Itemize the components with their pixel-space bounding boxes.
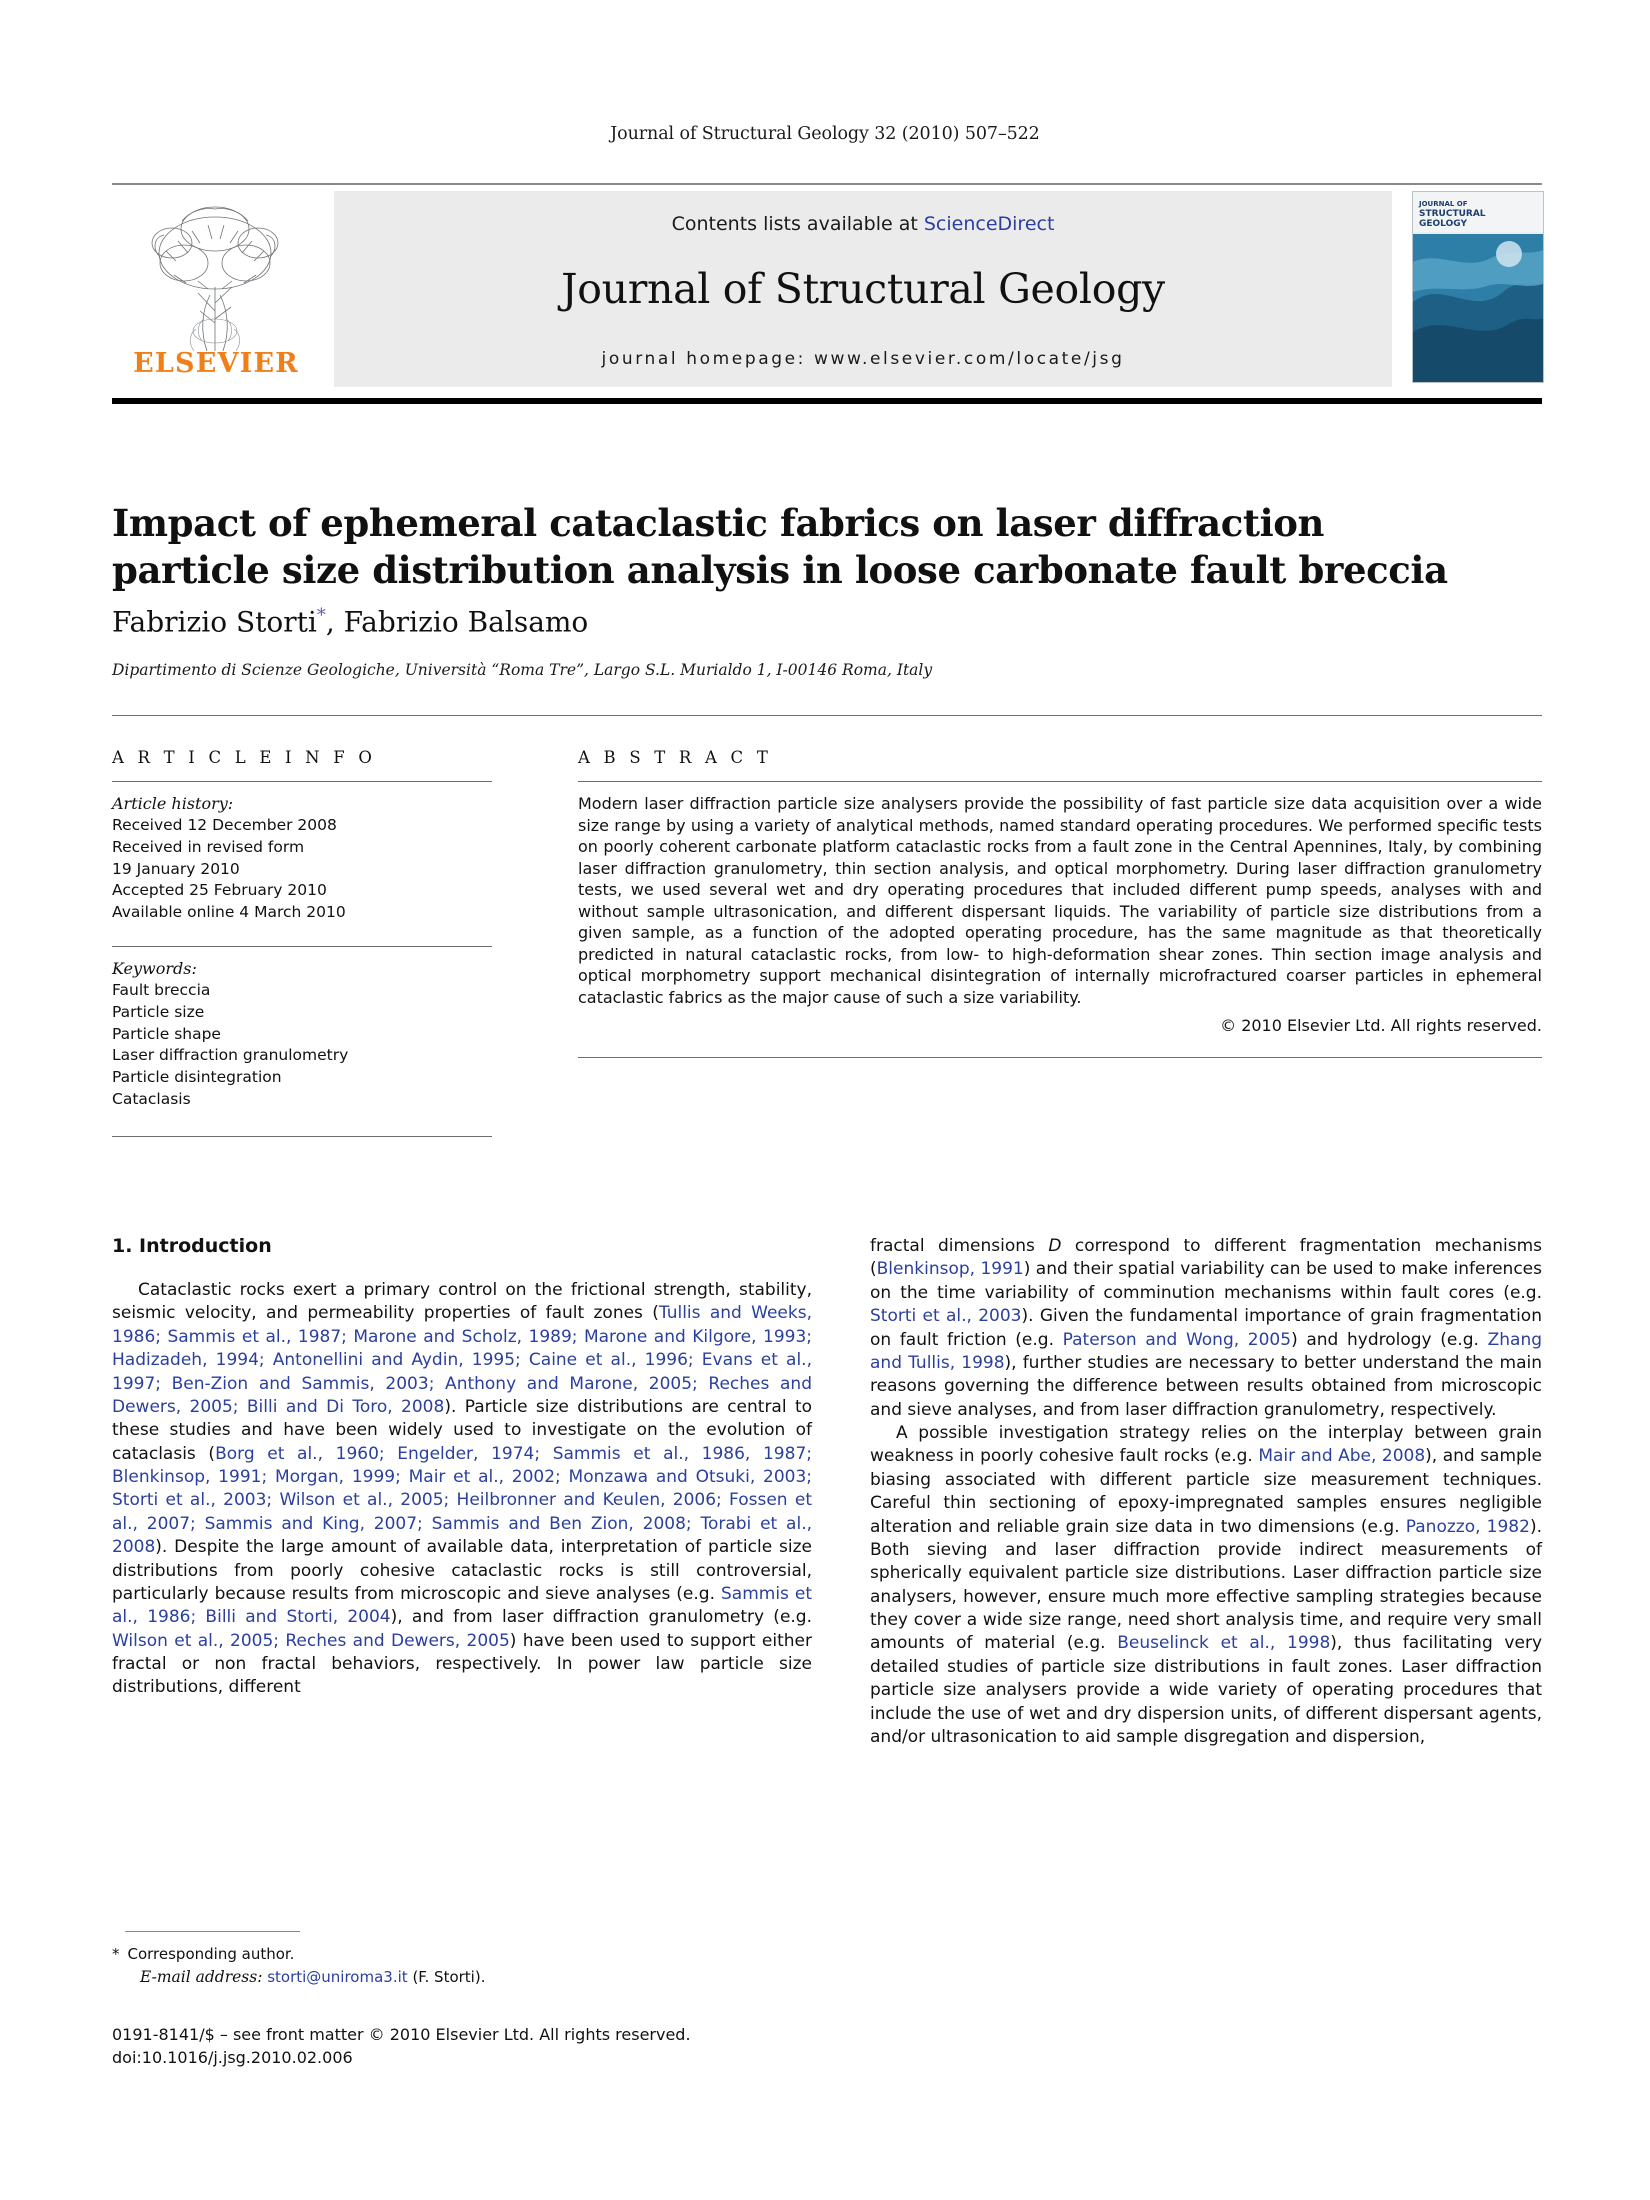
abstract-text: Modern laser diffraction particle size analysers provide the possibility of fast particle size data acquisition over a wide size range by using a variety of analytical methods, named standard operating procedures. We performed specific tests on poorly coherent carbonate platform cataclastic rocks from a fault zone in the Central Apennines, Italy, by combining laser diffraction granulometry, thin section analysis, and optical morphometry. During laser diffraction granulometry tests, we used several wet and dry operating procedures that included different pump speeds, analyses with and without sample ultrasonication, and different dispersant liquids. The variability of particle size distributions from a given sample, as a function of the adopted operating procedure, has the same magnitude as that theoretically predicted in natural cataclastic rocks, from low- to high-deformation shear zones. Thin section image analysis and optical morphometry support mechanical disintegration of internally microfractured coarser particles in ephemeral cataclastic fabrics as the major cause of such a size variability. (578, 794, 1542, 1007)
svg-text:STRUCTURAL: STRUCTURAL (1419, 209, 1486, 219)
footnote-rule (125, 1931, 300, 1932)
history-item: Received in revised form (112, 838, 305, 857)
intro-paragraph-2 (870, 1422, 1542, 1749)
text-run: ). Particle size distributions are central to these studies and have been widely used to investigate on the evolution of cataclasis ( (112, 1396, 813, 1464)
keyword-item: Fault breccia (112, 981, 211, 1000)
contents-line (334, 191, 1392, 235)
keyword-item: Cataclasis (112, 1089, 191, 1108)
keyword-item: Particle size (112, 1002, 205, 1021)
section-heading-introduction: 1. Introduction (112, 1235, 272, 1257)
sciencedirect-band (334, 191, 1392, 387)
keyword-item: Laser diffraction granulometry (112, 1046, 349, 1065)
article-info-column (112, 748, 492, 1137)
fractal-dimension-symbol: D (1048, 1236, 1062, 1256)
email-label: E-mail address: (140, 1967, 263, 1986)
abstract-column (578, 748, 1542, 1058)
citation-group[interactable]: Borg et al., 1960; Engelder, 1974; Sammis et al., 1986, 1987; Blenkinsop, 1991; Morgan, 1999; Mair et al., 2002; Monzawa and Otsuki, 2003; Storti et al., 2003; Wilson et al., 2005; Heilbronner and Keulen, 2006; Fossen et al., 2007; Sammis and King, 2007; Sammis and Ben Zion, 2008; Torabi et al., 2008 (112, 1443, 812, 1558)
doi-line[interactable]: doi:10.1016/j.jsg.2010.02.006 (112, 2047, 353, 2067)
article-history-label: Article history: (112, 794, 234, 813)
history-item: Accepted 25 February 2010 (112, 881, 327, 900)
svg-text:JOURNAL OF: JOURNAL OF (1419, 200, 1468, 208)
intro-paragraph-1 (112, 1279, 812, 1700)
body-column-right (870, 1235, 1542, 1749)
text-run: ) and their spatial variability can be used to make inferences on the time variability of comminution mechanisms within fault cores (e.g. (870, 1259, 1542, 1303)
citation-group[interactable]: Panozzo, 1982 (1405, 1516, 1530, 1537)
asterisk-icon: * (112, 1945, 120, 1963)
journal-masthead (112, 183, 1542, 387)
abstract-rights: © 2010 Elsevier Ltd. All rights reserved. (1220, 1016, 1542, 1036)
text-run: ), further studies are necessary to better understand the main reasons governing the difference between results obtained from microscopic and sieve analyses, and from laser diffraction granulometry, respectively. (870, 1352, 1542, 1420)
text-run: ), thus facilitating very detailed studies of particle size distributions in fault zones. Laser diffraction particle size analysers provide a wide variety of operating procedures that include the use of wet and dry dispersion units, of different dispersant agents, and/or ultrasonication to aid sample disgregation and dispersion, (870, 1633, 1543, 1747)
email-suffix: (F. Storti). (412, 1967, 486, 1986)
masthead-row (112, 191, 1542, 387)
svg-text:GEOLOGY: GEOLOGY (1419, 219, 1467, 229)
journal-title: Journal of Structural Geology (561, 265, 1165, 313)
citation-group[interactable]: Storti et al., 2003 (870, 1306, 1022, 1327)
footnote-block (112, 1944, 812, 1989)
article-history-block (112, 793, 492, 924)
citation-group[interactable]: Tullis and Weeks, 1986; Sammis et al., 1987; Marone and Scholz, 1989; Marone and Kilgore, 1993; Hadizadeh, 1994; Antonellini and Aydin, 1995; Caine et al., 1996; Evans et al., 1997; Ben-Zion and Sammis, 2003; Anthony and Marone, 2005; Reches and Dewers, 2005; Billi and Di Toro, 2008 (112, 1303, 812, 1417)
citation-group[interactable]: Beuselinck et al., 1998 (1117, 1633, 1331, 1654)
text-run: ). Despite the large amount of available data, interpretation of particle size distributions from poorly cohesive cataclastic rocks is still controversial, particularly because results from microscopic and sieve analyses (e.g. (112, 1537, 812, 1604)
keyword-item: Particle shape (112, 1024, 221, 1043)
history-item: 19 January 2010 (112, 859, 240, 878)
history-item: Received 12 December 2008 (112, 816, 337, 835)
page-title: Impact of ephemeral cataclastic fabrics on laser diffraction particle size distribution analysis in loose carbonate fault breccia (112, 500, 1448, 593)
text-run: A possible investigation strategy relies on the interplay between grain weakness in poorly cohesive fault rocks (e.g. (870, 1423, 1542, 1467)
citation-group[interactable]: Mair and Abe, 2008 (1258, 1446, 1426, 1467)
elsevier-logo (112, 191, 317, 387)
citation-group[interactable]: Wilson et al., 2005; Reches and Dewers, 2005 (112, 1630, 510, 1651)
elsevier-tree-icon (112, 191, 317, 359)
text-run: ), and sample biasing associated with different particle size measurement techniques. Careful thin sectioning of epoxy-impregnated samples ensures negligible alteration and reliable grain size data in two dimensions (e.g. (870, 1446, 1542, 1537)
abstract-rule (578, 781, 1542, 782)
email-note (112, 1966, 812, 1989)
issn-front-matter: 0191-8141/$ – see front matter © 2010 Elsevier Ltd. All rights reserved. (112, 2025, 691, 2044)
abstract-bottom-rule (578, 1057, 1542, 1058)
author-list (112, 605, 1462, 638)
journal-homepage-link[interactable]: journal homepage: www.elsevier.com/locate/jsg (601, 349, 1125, 369)
article-info-bottom-rule (112, 1136, 492, 1137)
citation-group[interactable]: Zhang and Tullis, 1998 (870, 1329, 1543, 1373)
imprint-block (112, 2024, 872, 2069)
corresponding-author-text: Corresponding author. (127, 1945, 295, 1963)
affiliation: Dipartimento di Scienze Geologiche, Università “Roma Tre”, Largo S.L. Murialdo 1, I-00146 Roma, Italy (112, 661, 933, 679)
running-head: Journal of Structural Geology 32 (2010) 507–522 (610, 124, 1040, 144)
article-info-heading: A R T I C L E I N F O (112, 748, 377, 767)
text-run: ), and from laser diffraction granulometry (e.g. (390, 1607, 812, 1628)
text-run: ). Both sieving and laser diffraction provide indirect measurements of spherically equivalent particle size distributions. Laser diffraction particle size analysers, however, ensure much more effective sampling strategies because they cover a wide size range, need short analysis time, and require very small amounts of material (e.g. (870, 1516, 1542, 1654)
intro-paragraph-1-continued (870, 1235, 1542, 1422)
text-run: Cataclastic rocks exert a primary control on the frictional strength, stability, seismic velocity, and permeability properties of fault zones ( (112, 1280, 812, 1324)
keywords-label: Keywords: (112, 958, 197, 978)
keyword-item: Particle disintegration (112, 1067, 282, 1086)
keywords-block (112, 958, 492, 1111)
text-run: fractal dimensions (870, 1236, 1049, 1256)
author-rest: , Fabrizio Balsamo (325, 605, 589, 639)
corresponding-marker: * (316, 605, 326, 626)
text-run: ). Given the fundamental importance of grain fragmentation on fault friction (e.g. (870, 1306, 1542, 1350)
keywords-rule (112, 946, 492, 947)
elsevier-wordmark: ELSEVIER (133, 348, 299, 379)
body-column-left (112, 1235, 812, 1700)
article-info-rule (112, 781, 492, 782)
citation-group[interactable]: Sammis et al., 1986; Billi and Storti, 2004 (112, 1583, 812, 1628)
sciencedirect-link[interactable]: ScienceDirect (923, 213, 1055, 235)
citation-group[interactable]: Blenkinsop, 1991 (876, 1259, 1024, 1280)
info-section-top-rule (112, 715, 1542, 716)
history-item: Available online 4 March 2010 (112, 903, 346, 922)
email-link[interactable]: storti@uniroma3.it (267, 1967, 408, 1986)
cover-artwork-icon (1413, 192, 1543, 382)
text-run: correspond to different fragmentation mechanisms ( (870, 1236, 1542, 1280)
contents-prefix: Contents lists available at (671, 213, 924, 235)
abstract-heading: A B S T R A C T (578, 748, 773, 767)
masthead-bottom-rule (112, 398, 1542, 404)
author-first: Fabrizio Storti (112, 605, 317, 639)
text-run: ) have been used to support either fractal or non fractal behaviors, respectively. In power law particle size distributions, different (112, 1630, 812, 1698)
text-run: ) and hydrology (e.g. (1291, 1329, 1488, 1350)
corresponding-author-note (112, 1944, 812, 1966)
citation-group[interactable]: Paterson and Wong, 2005 (1062, 1329, 1292, 1350)
journal-cover-thumbnail (1412, 191, 1544, 383)
